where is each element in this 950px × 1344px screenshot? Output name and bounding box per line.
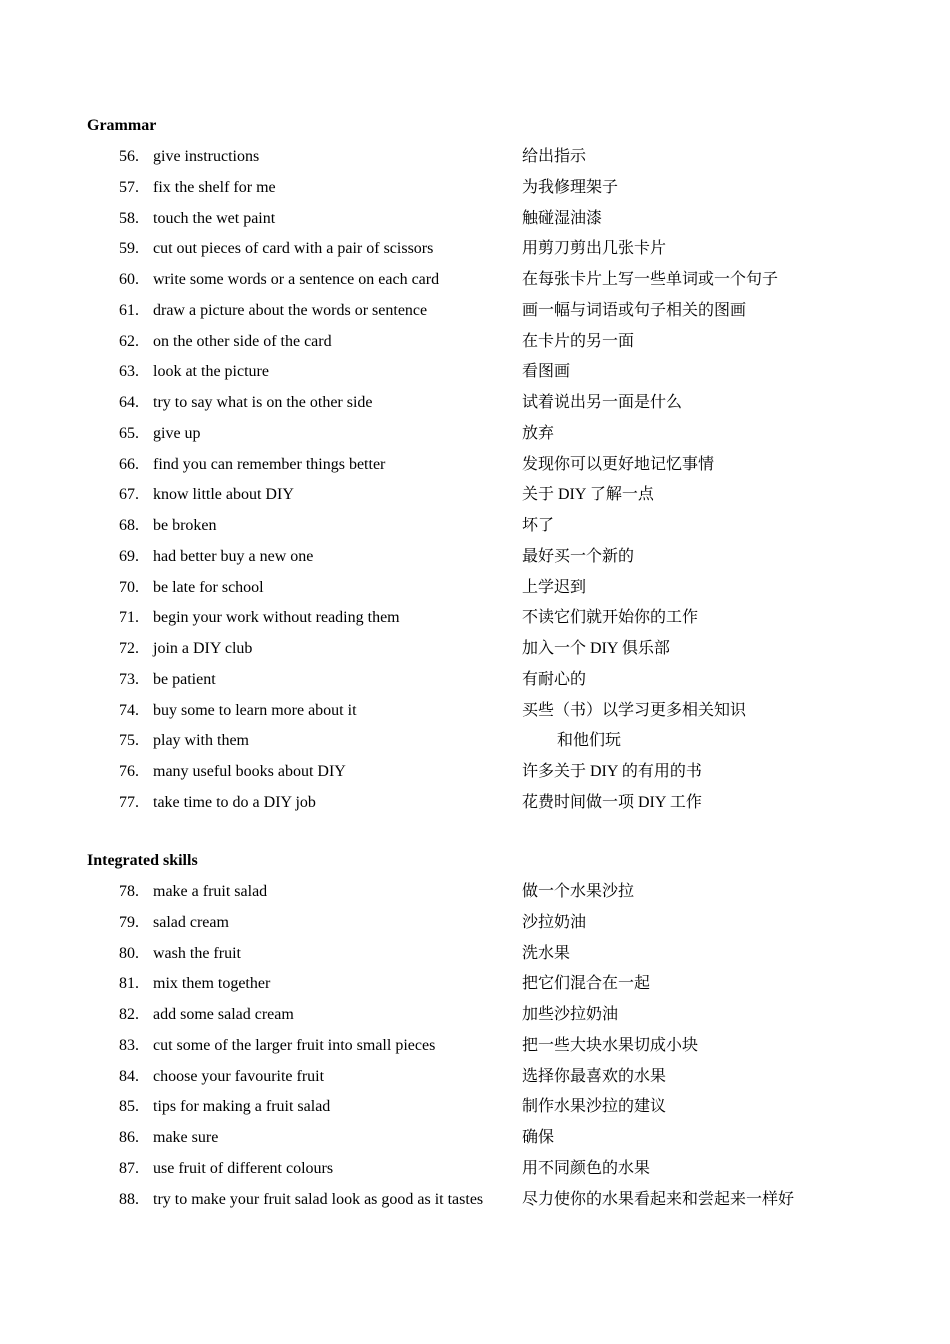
item-number: 66. xyxy=(119,455,139,473)
chinese-translation: 把它们混合在一起 xyxy=(522,975,651,993)
list-item xyxy=(0,234,950,265)
item-number: 80. xyxy=(119,944,139,962)
item-number: 82. xyxy=(119,1006,139,1023)
chinese-translation: 加些沙拉奶油 xyxy=(522,1006,619,1023)
english-phrase: buy some to learn more about it xyxy=(153,701,357,719)
english-phrase: begin your work without reading them xyxy=(153,609,400,627)
chinese-translation: 洗水果 xyxy=(522,944,571,962)
chinese-translation: 尽力使你的水果看起来和尝起来一样好 xyxy=(522,1190,795,1208)
english-phrase: draw a picture about the words or sentence xyxy=(153,301,428,319)
list-item xyxy=(0,1185,950,1216)
chinese-translation: 触碰湿油漆 xyxy=(522,209,603,227)
english-phrase: cut out pieces of card with a pair of scissors xyxy=(153,240,434,258)
item-number: 67. xyxy=(119,486,139,504)
item-number: 58. xyxy=(119,209,139,227)
english-phrase: be late for school xyxy=(153,578,264,596)
item-number: 70. xyxy=(119,578,139,596)
list-item xyxy=(0,634,950,665)
item-number: 71. xyxy=(119,609,139,627)
chinese-translation: 发现你可以更好地记忆事情 xyxy=(522,455,715,473)
list-item xyxy=(0,511,950,542)
list-item xyxy=(0,908,950,939)
list-item xyxy=(0,1062,950,1093)
english-phrase: wash the fruit xyxy=(153,944,241,962)
english-phrase: make a fruit salad xyxy=(153,883,268,900)
list-item xyxy=(0,542,950,573)
item-number: 64. xyxy=(119,394,139,411)
english-phrase: salad cream xyxy=(153,913,229,931)
item-number: 74. xyxy=(119,701,139,719)
list-item xyxy=(0,173,950,204)
english-phrase: fix the shelf for me xyxy=(153,178,276,196)
phrase-list xyxy=(0,877,950,1215)
chinese-translation: 不读它们就开始你的工作 xyxy=(522,609,699,627)
item-number: 63. xyxy=(119,363,139,381)
list-item xyxy=(0,1092,950,1123)
item-number: 68. xyxy=(119,517,139,534)
list-item xyxy=(0,665,950,696)
chinese-translation: 有耐心的 xyxy=(522,670,587,688)
chinese-translation: 花费时间做一项 DIY 工作 xyxy=(522,793,702,811)
chinese-translation: 许多关于 DIY 的有用的书 xyxy=(522,763,702,780)
english-phrase: know little about DIY xyxy=(153,486,294,504)
chinese-translation: 和他们玩 xyxy=(557,732,622,750)
list-item xyxy=(0,1000,950,1031)
list-item xyxy=(0,1031,950,1062)
list-item xyxy=(0,877,950,908)
list-item xyxy=(0,265,950,296)
chinese-translation: 选择你最喜欢的水果 xyxy=(522,1067,667,1085)
english-phrase: had better buy a new one xyxy=(153,547,314,565)
chinese-translation: 试着说出另一面是什么 xyxy=(522,394,683,411)
list-item xyxy=(0,327,950,358)
chinese-translation: 确保 xyxy=(522,1129,555,1146)
chinese-translation: 把一些大块水果切成小块 xyxy=(522,1036,699,1054)
chinese-translation: 用不同颜色的水果 xyxy=(522,1159,651,1177)
list-item xyxy=(0,296,950,327)
item-number: 73. xyxy=(119,670,139,688)
chinese-translation: 坏了 xyxy=(522,517,555,534)
english-phrase: mix them together xyxy=(153,975,271,993)
chinese-translation: 为我修理架子 xyxy=(522,178,619,196)
list-item xyxy=(0,450,950,481)
item-number: 76. xyxy=(119,763,139,780)
item-number: 65. xyxy=(119,424,139,442)
item-number: 75. xyxy=(119,732,139,750)
english-phrase: join a DIY club xyxy=(153,640,253,657)
item-number: 69. xyxy=(119,547,139,565)
list-item xyxy=(0,726,950,757)
english-phrase: make sure xyxy=(153,1129,219,1146)
item-number: 85. xyxy=(119,1098,139,1116)
english-phrase: tips for making a fruit salad xyxy=(153,1098,331,1116)
section-title: Grammar xyxy=(87,117,157,134)
list-item xyxy=(0,757,950,788)
english-phrase: use fruit of different colours xyxy=(153,1159,334,1177)
list-item xyxy=(0,788,950,819)
list-item xyxy=(0,388,950,419)
english-phrase: find you can remember things better xyxy=(153,455,386,473)
list-item xyxy=(0,603,950,634)
chinese-translation: 制作水果沙拉的建议 xyxy=(522,1098,667,1116)
chinese-translation: 沙拉奶油 xyxy=(522,913,587,931)
item-number: 59. xyxy=(119,240,139,258)
english-phrase: add some salad cream xyxy=(153,1006,294,1023)
phrase-list xyxy=(0,142,950,819)
chinese-translation: 在每张卡片上写一些单词或一个句子 xyxy=(522,271,779,288)
section-title: Integrated skills xyxy=(87,852,198,869)
chinese-translation: 最好买一个新的 xyxy=(522,547,635,565)
english-phrase: take time to do a DIY job xyxy=(153,793,316,811)
item-number: 60. xyxy=(119,271,139,288)
chinese-translation: 在卡片的另一面 xyxy=(522,332,635,350)
item-number: 84. xyxy=(119,1067,139,1085)
list-item xyxy=(0,969,950,1000)
item-number: 61. xyxy=(119,301,139,319)
english-phrase: touch the wet paint xyxy=(153,209,276,227)
english-phrase: choose your favourite fruit xyxy=(153,1067,325,1085)
chinese-translation: 用剪刀剪出几张卡片 xyxy=(522,240,667,258)
chinese-translation: 关于 DIY 了解一点 xyxy=(522,486,654,504)
list-item xyxy=(0,1154,950,1185)
item-number: 83. xyxy=(119,1036,139,1054)
english-phrase: give instructions xyxy=(153,148,260,165)
list-item xyxy=(0,696,950,727)
chinese-translation: 画一幅与词语或句子相关的图画 xyxy=(522,301,747,319)
item-number: 78. xyxy=(119,883,139,900)
english-phrase: play with them xyxy=(153,732,249,750)
english-phrase: many useful books about DIY xyxy=(153,763,346,780)
english-phrase: look at the picture xyxy=(153,363,269,381)
item-number: 86. xyxy=(119,1129,139,1146)
item-number: 56. xyxy=(119,148,139,165)
english-phrase: be broken xyxy=(153,517,217,534)
item-number: 81. xyxy=(119,975,139,993)
chinese-translation: 买些（书）以学习更多相关知识 xyxy=(522,701,747,719)
english-phrase: try to say what is on the other side xyxy=(153,394,373,411)
item-number: 72. xyxy=(119,640,139,657)
list-item xyxy=(0,1123,950,1154)
chinese-translation: 给出指示 xyxy=(522,148,587,165)
item-number: 79. xyxy=(119,913,139,931)
english-phrase: write some words or a sentence on each card xyxy=(153,271,440,288)
item-number: 57. xyxy=(119,178,139,196)
list-item xyxy=(0,204,950,235)
english-phrase: be patient xyxy=(153,670,216,688)
item-number: 77. xyxy=(119,793,139,811)
english-phrase: cut some of the larger fruit into small pieces xyxy=(153,1036,436,1054)
item-number: 62. xyxy=(119,332,139,350)
list-item xyxy=(0,419,950,450)
english-phrase: give up xyxy=(153,424,201,442)
list-item xyxy=(0,480,950,511)
english-phrase: try to make your fruit salad look as good as it tastes xyxy=(153,1190,484,1208)
chinese-translation: 看图画 xyxy=(522,363,571,381)
english-phrase: on the other side of the card xyxy=(153,332,332,350)
chinese-translation: 做一个水果沙拉 xyxy=(522,883,635,900)
chinese-translation: 放弃 xyxy=(522,424,555,442)
chinese-translation: 上学迟到 xyxy=(522,578,587,596)
list-item xyxy=(0,142,950,173)
list-item xyxy=(0,939,950,970)
list-item xyxy=(0,357,950,388)
item-number: 88. xyxy=(119,1190,139,1208)
chinese-translation: 加入一个 DIY 俱乐部 xyxy=(522,640,670,657)
item-number: 87. xyxy=(119,1159,139,1177)
list-item xyxy=(0,573,950,604)
